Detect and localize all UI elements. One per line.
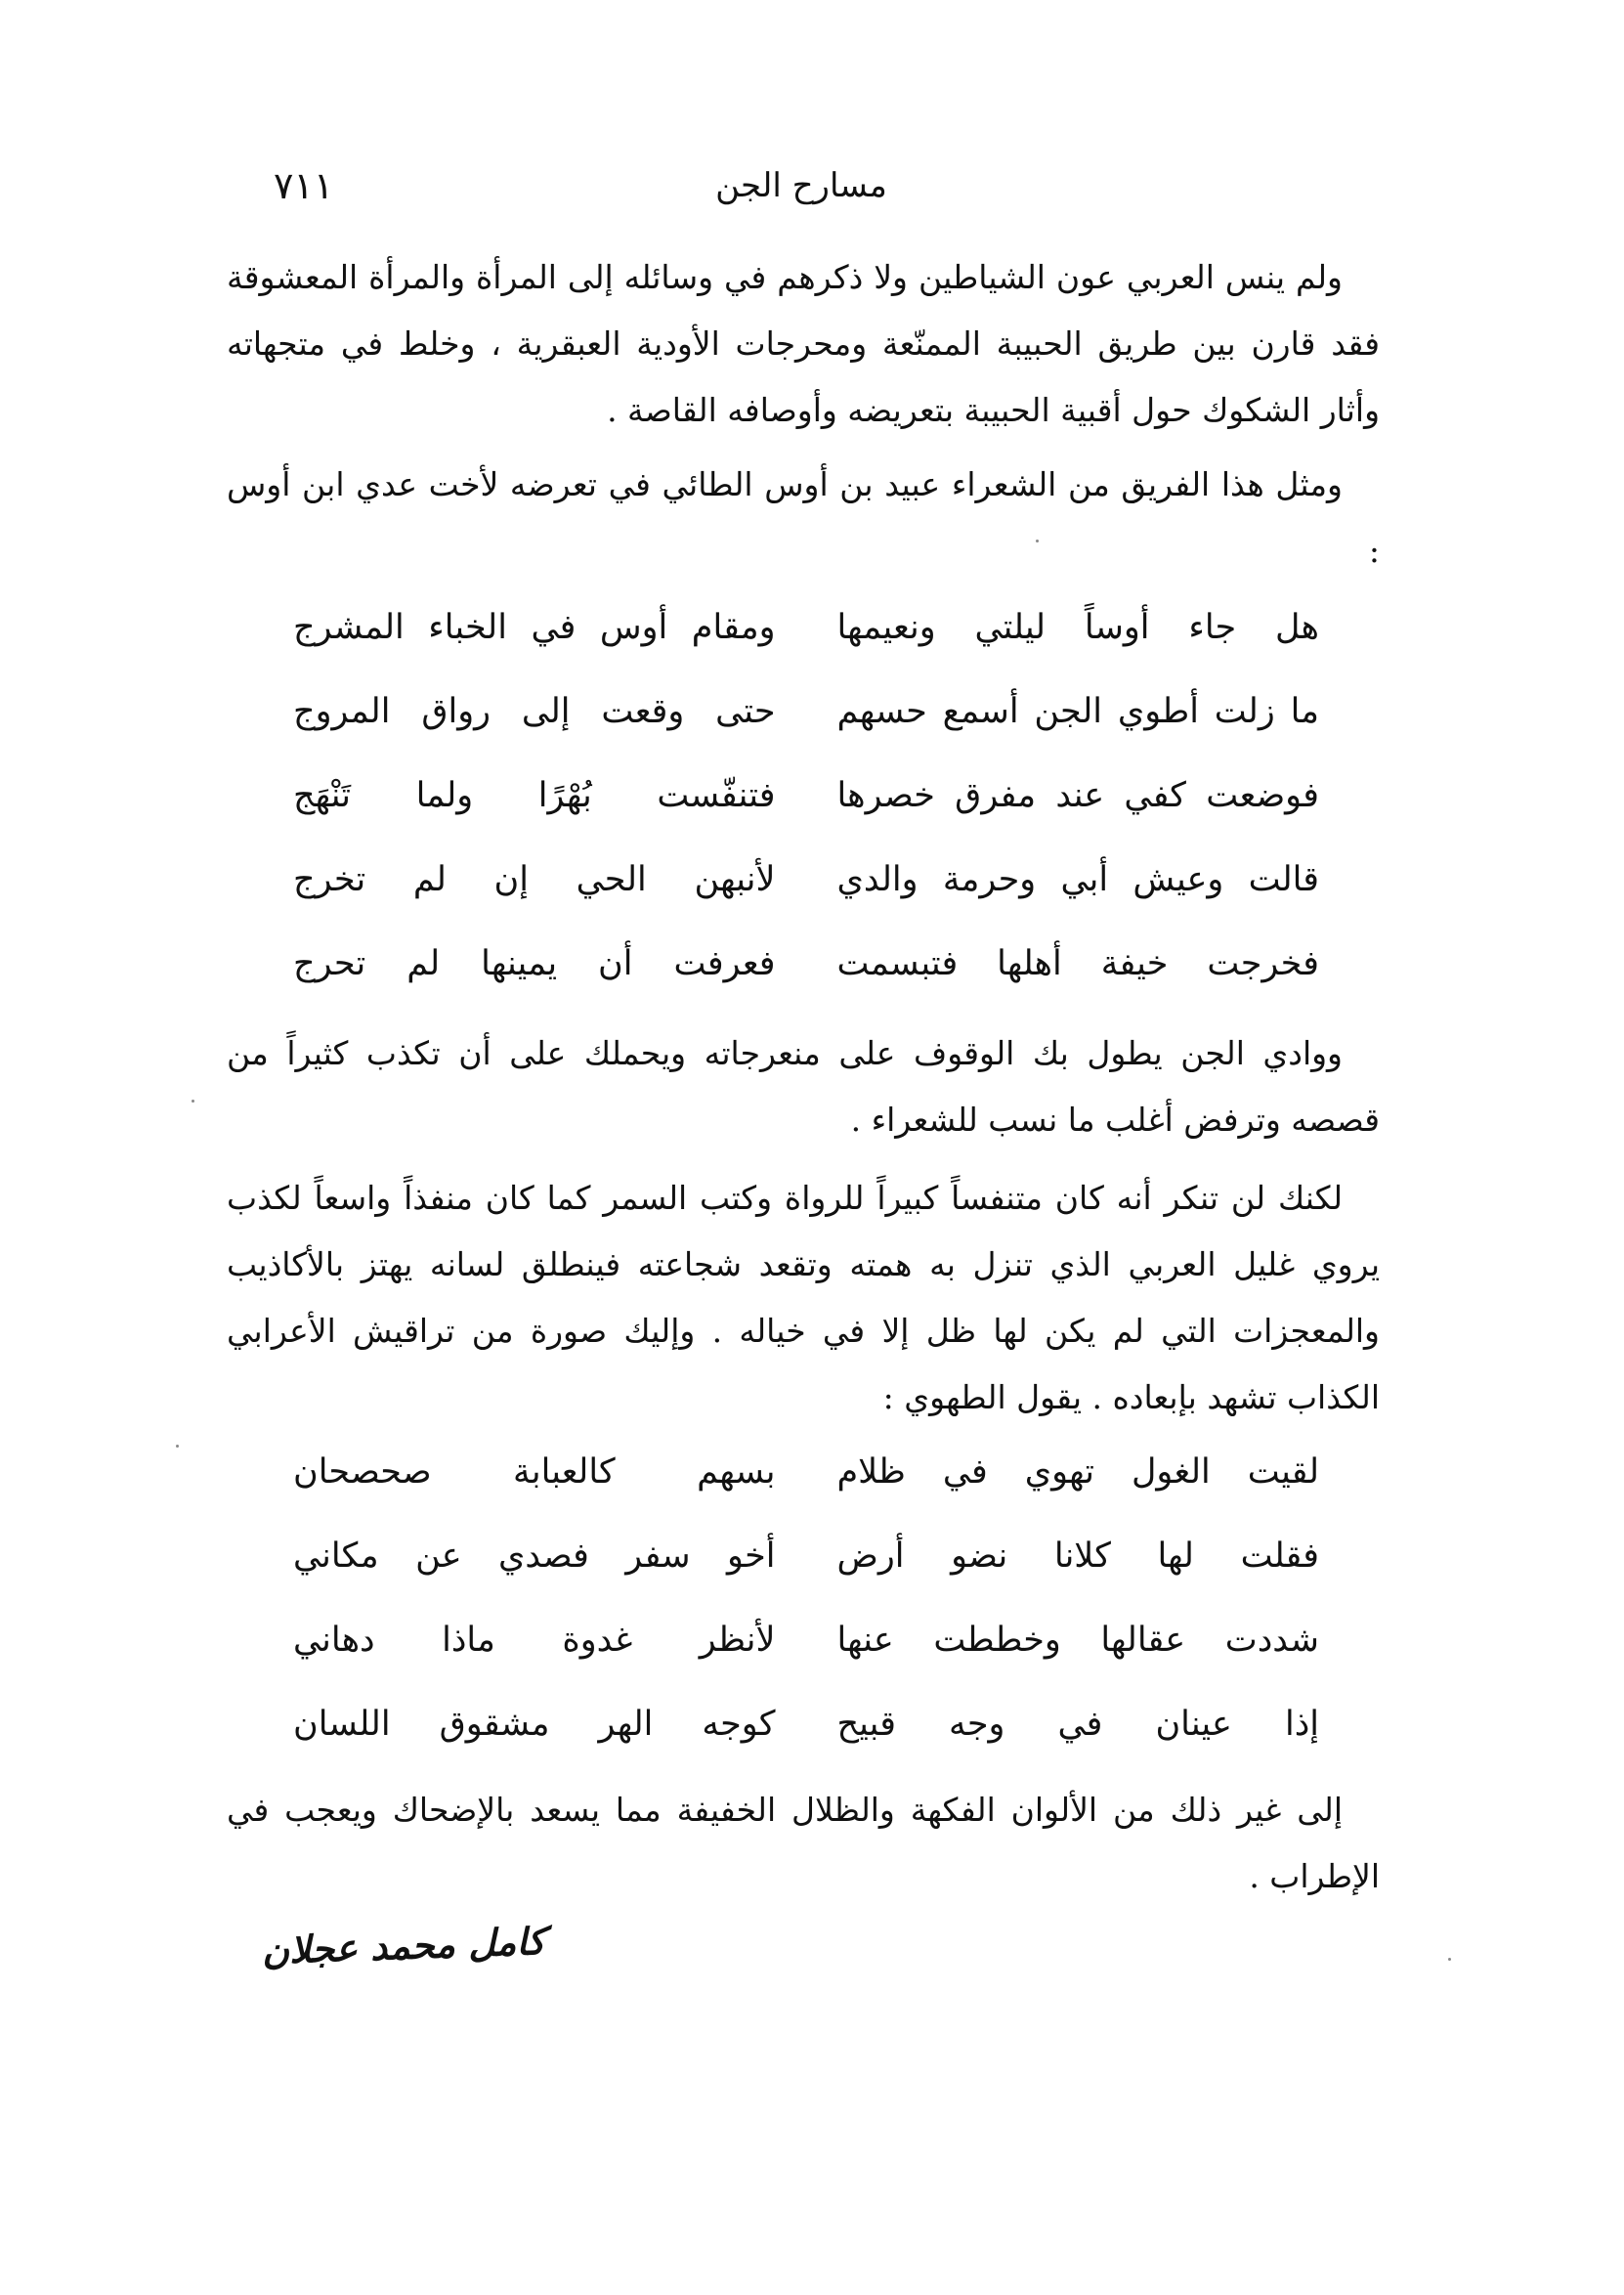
verse-second-hemistich: لأنظر غدوة ماذا دهاني — [293, 1621, 776, 1660]
verse-line — [293, 692, 1319, 776]
verse-second-hemistich: أخو سفر فصدي عن مكاني — [293, 1537, 776, 1576]
verse-line — [293, 776, 1319, 860]
verse-first-hemistich: قالت وعيش أبي وحرمة والدي — [836, 860, 1319, 899]
paragraph: لكنك لن تنكر أنه كان متنفساً كبيراً للرواة وكتب السمر كما كان منفذاً واسعاً لكذب يروي غليل العربي الذي تنزل به همته وتقعد شجاعته فينطلق لسانه يهتز بالأكاذيب والمعجزات التي لم يكن لها ظل إلا في خياله . وإليك صورة من تراقيش الأعرابي الكذاب تشهد بإبعاده . يقول الطهوي : — [227, 1179, 1380, 1416]
paragraph: إلى غير ذلك من الألوان الفكهة والظلال الخفيفة مما يسعد بالإضحاك ويعجب في الإطراب . — [227, 1791, 1380, 1895]
page-header — [225, 164, 1378, 223]
paper-speck — [1036, 540, 1039, 542]
verse-line — [293, 944, 1319, 1028]
closing-text — [227, 1777, 1380, 1910]
verse-line — [293, 1537, 1319, 1621]
author-signature: كامل محمد عجلان — [261, 1918, 546, 1973]
verse-second-hemistich: بسهم كالعبابة صحصحان — [293, 1452, 776, 1492]
paragraph: ومثل هذا الفريق من الشعراء عبيد بن أوس الطائي في تعرضه لأخت عدي ابن أوس : — [227, 465, 1380, 570]
paragraph: ووادي الجن يطول بك الوقوف على منعرجاته ويحملك على أن تكذب كثيراً من قصصه وترفض أغلب ما نسب للشعراء . — [227, 1034, 1380, 1139]
verse-second-hemistich: فتنفّست بُهْرًا ولما تَنْهَج — [293, 776, 776, 815]
verse-first-hemistich: فخرجت خيفة أهلها فتبسمت — [836, 944, 1319, 983]
verse-second-hemistich: حتى وقعت إلى رواق المروج — [293, 692, 776, 731]
verse-first-hemistich: فقلت لها كلانا نضو أرض — [836, 1537, 1319, 1576]
verse-first-hemistich: هل جاء أوساً ليلتي ونعيمها — [836, 608, 1319, 647]
verse-first-hemistich: إذا عينان في وجه قبيح — [836, 1705, 1319, 1744]
verse-first-hemistich: فوضعت كفي عند مفرق خصرها — [836, 776, 1319, 815]
paragraph: ولم ينس العربي عون الشياطين ولا ذكرهم في وسائله إلى المرأة والمرأة المعشوقة فقد قارن بين طريق الحبيبة الممنّعة ومحرجات الأودية العبقرية ، وخلط في متجهاته وأثار الشكوك حول أقبية الحبيبة بتعريضه وأوصافه القاصة . — [227, 258, 1380, 429]
verse-line — [293, 608, 1319, 692]
verse-line — [293, 860, 1319, 944]
verse-first-hemistich: لقيت الغول تهوي في ظلام — [836, 1452, 1319, 1492]
poem-two — [293, 1452, 1319, 1789]
paper-speck — [176, 1445, 179, 1448]
verse-second-hemistich: كوجه الهر مشقوق اللسان — [293, 1705, 776, 1744]
verse-first-hemistich: شددت عقالها وخططت عنها — [836, 1621, 1319, 1660]
middle-text — [227, 1020, 1380, 1431]
verse-first-hemistich: ما زلت أطوي الجن أسمع حسهم — [836, 692, 1319, 731]
verse-line — [293, 1621, 1319, 1705]
poem-one — [293, 608, 1319, 1028]
verse-second-hemistich: فعرفت أن يمينها لم تحرج — [293, 944, 776, 983]
page-number: ٧١١ — [274, 164, 334, 207]
paper-speck — [192, 1100, 194, 1103]
verse-second-hemistich: ومقام أوس في الخباء المشرج — [293, 608, 776, 647]
paper-speck — [1448, 1958, 1451, 1961]
verse-second-hemistich: لأنبهن الحي إن لم تخرج — [293, 860, 776, 899]
verse-line — [293, 1452, 1319, 1537]
intro-text — [227, 244, 1380, 585]
running-title: مسارح الجن — [715, 166, 887, 205]
